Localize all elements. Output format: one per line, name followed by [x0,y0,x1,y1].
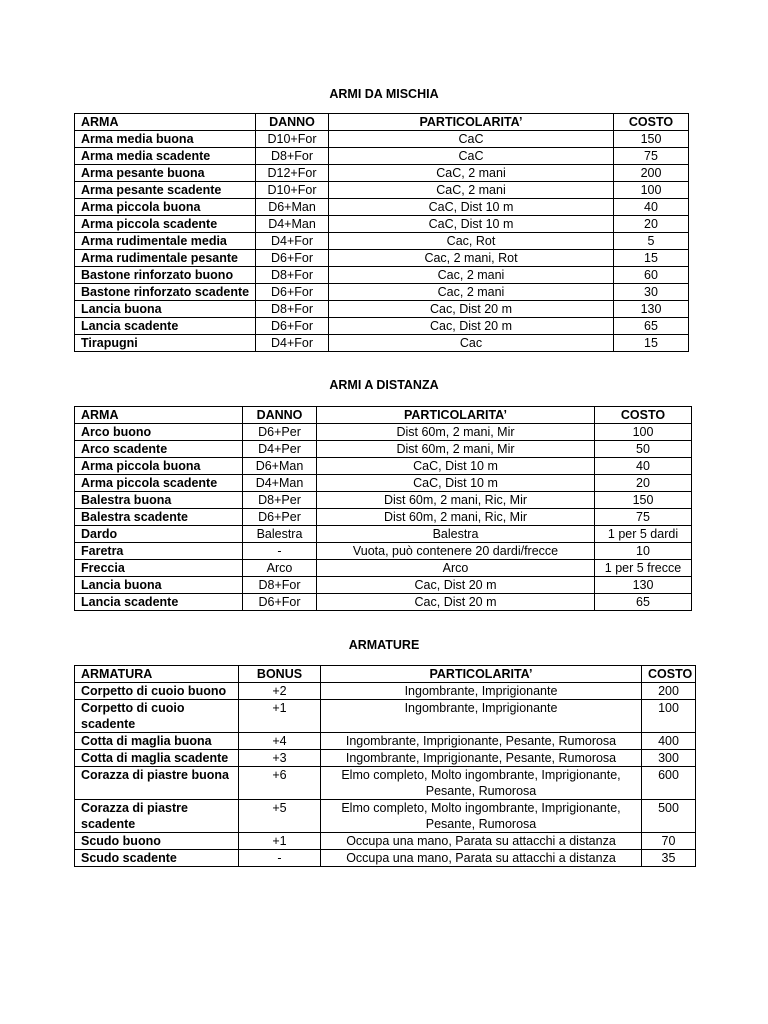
properties-cell: Ingombrante, Imprigionante [321,700,642,733]
item-name-cell: Arma piccola buona [75,458,243,475]
properties-cell: CaC [329,148,614,165]
damage-cell: D6+Per [243,509,317,526]
column-header: PARTICOLARITA’ [329,114,614,131]
damage-cell: +5 [239,800,321,833]
cost-cell: 35 [642,850,696,867]
table-header-row [75,666,696,683]
column-header: COSTO [595,407,692,424]
cost-cell: 20 [614,216,689,233]
table-row [75,594,692,611]
cost-cell: 200 [642,683,696,700]
table-row [75,767,696,800]
damage-cell: D6+For [256,318,329,335]
cost-cell: 1 per 5 dardi [595,526,692,543]
damage-cell: D8+For [256,301,329,318]
cost-cell: 75 [614,148,689,165]
column-header: DANNO [256,114,329,131]
properties-cell: Occupa una mano, Parata su attacchi a distanza [321,850,642,867]
cost-cell: 15 [614,250,689,267]
damage-cell: - [243,543,317,560]
column-header: ARMATURA [75,666,239,683]
damage-cell: D4+Man [243,475,317,492]
column-header: PARTICOLARITA’ [321,666,642,683]
cost-cell: 130 [614,301,689,318]
damage-cell: D6+Man [256,199,329,216]
properties-cell: Dist 60m, 2 mani, Ric, Mir [317,509,595,526]
table-row [75,492,692,509]
item-name-cell: Arma media buona [75,131,256,148]
properties-cell: Ingombrante, Imprigionante, Pesante, Rumorosa [321,733,642,750]
cost-cell: 600 [642,767,696,800]
properties-cell: Occupa una mano, Parata su attacchi a distanza [321,833,642,850]
table-row [75,833,696,850]
properties-cell: Dist 60m, 2 mani, Mir [317,441,595,458]
properties-cell: CaC, Dist 10 m [329,199,614,216]
cost-cell: 100 [595,424,692,441]
table-row [75,543,692,560]
damage-cell: +4 [239,733,321,750]
item-name-cell: Cotta di maglia scadente [75,750,239,767]
damage-cell: D4+Man [256,216,329,233]
damage-cell: D8+For [243,577,317,594]
properties-cell: CaC, Dist 10 m [317,475,595,492]
table-row [75,182,689,199]
item-name-cell: Corazza di piastre buona [75,767,239,800]
damage-cell: D6+For [256,284,329,301]
table-row [75,233,689,250]
table-row [75,318,689,335]
column-header: COSTO [614,114,689,131]
damage-cell: D10+For [256,131,329,148]
table-row [75,199,689,216]
table-row [75,250,689,267]
damage-cell: D8+For [256,148,329,165]
table-row [75,800,696,833]
properties-cell: Cac [329,335,614,352]
table-row [75,441,692,458]
table-row [75,577,692,594]
cost-cell: 65 [614,318,689,335]
item-name-cell: Lancia buona [75,577,243,594]
cost-cell: 15 [614,335,689,352]
cost-cell: 40 [614,199,689,216]
item-name-cell: Scudo scadente [75,850,239,867]
properties-cell: Cac, Rot [329,233,614,250]
item-name-cell: Bastone rinforzato buono [75,267,256,284]
item-name-cell: Bastone rinforzato scadente [75,284,256,301]
table-row [75,301,689,318]
item-name-cell: Lancia buona [75,301,256,318]
table-row [75,683,696,700]
damage-cell: D4+For [256,335,329,352]
properties-cell: CaC [329,131,614,148]
item-name-cell: Lancia scadente [75,594,243,611]
item-name-cell: Cotta di maglia buona [75,733,239,750]
damage-cell: D8+For [256,267,329,284]
item-name-cell: Corpetto di cuoio buono [75,683,239,700]
damage-cell: Arco [243,560,317,577]
properties-cell: CaC, Dist 10 m [317,458,595,475]
item-name-cell: Arma piccola buona [75,199,256,216]
properties-cell: CaC, 2 mani [329,165,614,182]
table-row [75,131,689,148]
table-header-row [75,114,689,131]
cost-cell: 300 [642,750,696,767]
cost-cell: 400 [642,733,696,750]
table-row [75,700,696,733]
cost-cell: 200 [614,165,689,182]
damage-cell: D4+For [256,233,329,250]
damage-cell: - [239,850,321,867]
damage-cell: +6 [239,767,321,800]
table-row [75,216,689,233]
item-name-cell: Balestra buona [75,492,243,509]
item-name-cell: Dardo [75,526,243,543]
properties-cell: Ingombrante, Imprigionante, Pesante, Rumorosa [321,750,642,767]
cost-cell: 100 [614,182,689,199]
table-row [75,267,689,284]
cost-cell: 40 [595,458,692,475]
cost-cell: 150 [614,131,689,148]
table-row [75,284,689,301]
table-row [75,458,692,475]
column-header: ARMA [75,114,256,131]
damage-cell: D6+Man [243,458,317,475]
table-row [75,750,696,767]
properties-cell: CaC, 2 mani [329,182,614,199]
cost-cell: 65 [595,594,692,611]
column-header: BONUS [239,666,321,683]
cost-cell: 20 [595,475,692,492]
table-row [75,560,692,577]
table-row [75,850,696,867]
damage-cell: D12+For [256,165,329,182]
damage-cell: D4+Per [243,441,317,458]
item-name-cell: Faretra [75,543,243,560]
properties-cell: Cac, 2 mani [329,267,614,284]
damage-cell: D10+For [256,182,329,199]
cost-cell: 130 [595,577,692,594]
properties-cell: Cac, Dist 20 m [329,301,614,318]
column-header: COSTO [642,666,696,683]
item-name-cell: Arma media scadente [75,148,256,165]
section-title-armature: ARMATURE [348,638,420,652]
damage-cell: Balestra [243,526,317,543]
properties-cell: CaC, Dist 10 m [329,216,614,233]
item-name-cell: Scudo buono [75,833,239,850]
column-header: PARTICOLARITA’ [317,407,595,424]
damage-cell: +2 [239,683,321,700]
table-row [75,165,689,182]
damage-cell: D6+For [256,250,329,267]
item-name-cell: Arma rudimentale pesante [75,250,256,267]
damage-cell: +3 [239,750,321,767]
table-armature [74,665,696,867]
cost-cell: 30 [614,284,689,301]
properties-cell: Vuota, può contenere 20 dardi/frecce [317,543,595,560]
column-header: DANNO [243,407,317,424]
table-header-row [75,407,692,424]
cost-cell: 70 [642,833,696,850]
properties-cell: Cac, Dist 20 m [329,318,614,335]
item-name-cell: Freccia [75,560,243,577]
cost-cell: 5 [614,233,689,250]
properties-cell: Balestra [317,526,595,543]
cost-cell: 500 [642,800,696,833]
table-row [75,148,689,165]
table-row [75,424,692,441]
cost-cell: 10 [595,543,692,560]
cost-cell: 60 [614,267,689,284]
table-armi-da-mischia [74,113,689,352]
damage-cell: D8+Per [243,492,317,509]
cost-cell: 75 [595,509,692,526]
cost-cell: 100 [642,700,696,733]
properties-cell: Arco [317,560,595,577]
item-name-cell: Arma piccola scadente [75,475,243,492]
cost-cell: 1 per 5 frecce [595,560,692,577]
properties-cell: Cac, Dist 20 m [317,577,595,594]
item-name-cell: Arma piccola scadente [75,216,256,233]
section-title-armi-da-mischia: ARMI DA MISCHIA [329,87,439,101]
properties-cell: Dist 60m, 2 mani, Ric, Mir [317,492,595,509]
item-name-cell: Arco scadente [75,441,243,458]
cost-cell: 150 [595,492,692,509]
item-name-cell: Corazza di piastre scadente [75,800,239,833]
properties-cell: Dist 60m, 2 mani, Mir [317,424,595,441]
table-row [75,475,692,492]
table-row [75,526,692,543]
item-name-cell: Arma pesante buona [75,165,256,182]
properties-cell: Cac, 2 mani, Rot [329,250,614,267]
item-name-cell: Arma pesante scadente [75,182,256,199]
table-row [75,335,689,352]
item-name-cell: Corpetto di cuoio scadente [75,700,239,733]
damage-cell: +1 [239,700,321,733]
properties-cell: Elmo completo, Molto ingombrante, Imprigionante, Pesante, Rumorosa [321,800,642,833]
table-row [75,733,696,750]
column-header: ARMA [75,407,243,424]
item-name-cell: Arco buono [75,424,243,441]
damage-cell: D6+Per [243,424,317,441]
damage-cell: +1 [239,833,321,850]
properties-cell: Cac, 2 mani [329,284,614,301]
item-name-cell: Balestra scadente [75,509,243,526]
item-name-cell: Arma rudimentale media [75,233,256,250]
table-row [75,509,692,526]
properties-cell: Cac, Dist 20 m [317,594,595,611]
damage-cell: D6+For [243,594,317,611]
item-name-cell: Lancia scadente [75,318,256,335]
cost-cell: 50 [595,441,692,458]
section-title-armi-a-distanza: ARMI A DISTANZA [329,378,439,392]
table-armi-a-distanza [74,406,692,611]
item-name-cell: Tirapugni [75,335,256,352]
properties-cell: Elmo completo, Molto ingombrante, Imprigionante, Pesante, Rumorosa [321,767,642,800]
properties-cell: Ingombrante, Imprigionante [321,683,642,700]
